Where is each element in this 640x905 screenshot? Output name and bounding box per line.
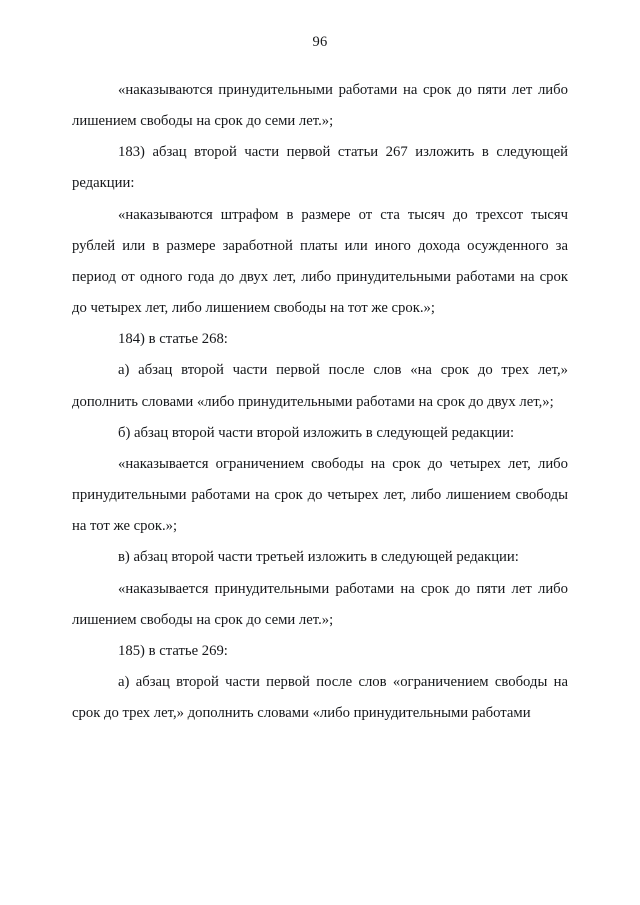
- paragraph: «наказываются штрафом в размере от ста тысяч до трехсот тысяч рублей или в размере заработной платы или иного дохода осужденного за период от одного года до двух лет, либо принудительными работами на срок до четырех лет, либо лишением свободы на тот же срок.»;: [72, 206, 568, 317]
- page-number: 96: [312, 34, 328, 50]
- paragraph: «наказывается ограничением свободы на срок до четырех лет, либо принудительными работами на срок до четырех лет, либо лишением свободы на тот же срок.»;: [72, 455, 568, 535]
- paragraph: 184) в статье 268:: [118, 331, 228, 348]
- paragraph: а) абзац второй части первой после слов «ограничением свободы на срок до трех лет,» дополнить словами «либо принудительными работами: [72, 673, 568, 722]
- paragraph: а) абзац второй части первой после слов «на срок до трех лет,» дополнить словами «либо принудительными работами на срок до двух лет,»;: [72, 362, 568, 410]
- paragraph: 183) абзац второй части первой статьи 267 изложить в следующей редакции:: [72, 144, 568, 192]
- document-body: [72, 75, 568, 729]
- paragraph: «наказывается принудительными работами на срок до пяти лет либо лишением свободы на срок до семи лет.»;: [72, 580, 568, 628]
- paragraph: «наказываются принудительными работами на срок до пяти лет либо лишением свободы на срок до семи лет.»;: [72, 82, 568, 130]
- paragraph: б) абзац второй части второй изложить в следующей редакции:: [118, 424, 515, 441]
- paragraph: в) абзац второй части третьей изложить в следующей редакции:: [118, 549, 519, 566]
- paragraph: 185) в статье 269:: [118, 642, 228, 659]
